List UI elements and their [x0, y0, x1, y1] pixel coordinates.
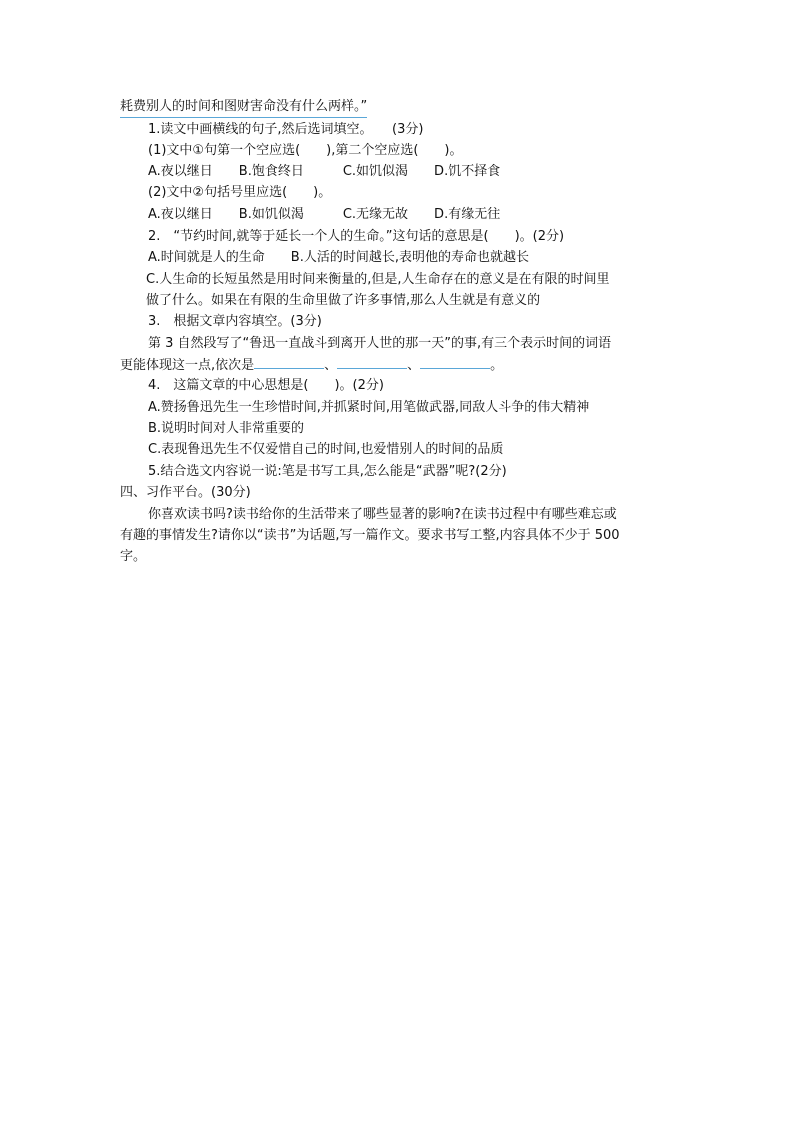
question-4: 4. 这篇文章的中心思想是( )。(2分)	[148, 378, 384, 393]
question-5: 5.结合选文内容说一说:笔是书写工具,怎么能是“武器”呢?(2分)	[148, 464, 507, 479]
separator-2: 、	[407, 358, 421, 373]
answer-blank-2[interactable]	[337, 356, 407, 369]
question-2: 2. “节约时间,就等于延长一个人的生命。”这句话的意思是( )。(2分)	[148, 229, 565, 244]
essay-prompt-line1: 你喜欢读书吗?读书给你的生活带来了哪些显著的影响?在读书过程中有哪些难忘或	[148, 507, 617, 522]
question-3: 3. 根据文章内容填空。(3分)	[148, 314, 322, 329]
question-3-text-line1: 第 3 自然段写了“鲁迅一直战斗到离开人世的那一天”的事,有三个表示时间的词语	[148, 336, 612, 351]
question-2-option-c-line1: C.人生命的长短虽然是用时间来衡量的,但是,人生命存在的意义是在有限的时间里	[146, 272, 610, 287]
question-4-option-a: A.赞扬鲁迅先生一生珍惜时间,并抓紧时间,用笔做武器,同敌人斗争的伟大精神	[148, 400, 590, 415]
essay-prompt-line3: 字。	[120, 549, 147, 564]
question-1-part-1-options: A.夜以继日 B.饱食终日 C.如饥似渴 D.饥不择食	[148, 164, 501, 179]
question-1: 1.读文中画横线的句子,然后选词填空。 (3分)	[148, 122, 424, 137]
sentence-end: 。	[490, 358, 504, 373]
question-2-option-c-line2: 做了什么。如果在有限的生命里做了许多事情,那么人生就是有意义的	[146, 293, 541, 308]
question-4-option-b: B.说明时间对人非常重要的	[148, 421, 305, 436]
question-3-lead: 更能体现这一点,依次是	[120, 358, 255, 373]
underlined-sentence: 耗费别人的时间和图财害命没有什么两样。”	[120, 98, 367, 118]
question-1-part-2: (2)文中②句括号里应选( )。	[148, 185, 332, 200]
question-3-text-line2	[120, 356, 503, 375]
question-4-option-c: C.表现鲁迅先生不仅爱惜自己的时间,也爱惜别人的时间的品质	[148, 442, 504, 457]
question-1-part-1: (1)文中①句第一个空应选( ),第二个空应选( )。	[148, 143, 463, 158]
separator-1: 、	[324, 358, 338, 373]
essay-prompt-line2: 有趣的事情发生?请你以“读书”为话题,写一篇作文。要求书写工整,内容具体不少于 500	[120, 528, 620, 543]
section-4-heading: 四、习作平台。(30分)	[120, 485, 251, 500]
question-2-options-ab: A.时间就是人的生命 B.人活的时间越长,表明他的寿命也就越长	[148, 250, 529, 265]
question-1-part-2-options: A.夜以继日 B.如饥似渴 C.无缘无故 D.有缘无往	[148, 207, 501, 222]
answer-blank-1[interactable]	[254, 356, 324, 369]
answer-blank-3[interactable]	[420, 356, 490, 369]
